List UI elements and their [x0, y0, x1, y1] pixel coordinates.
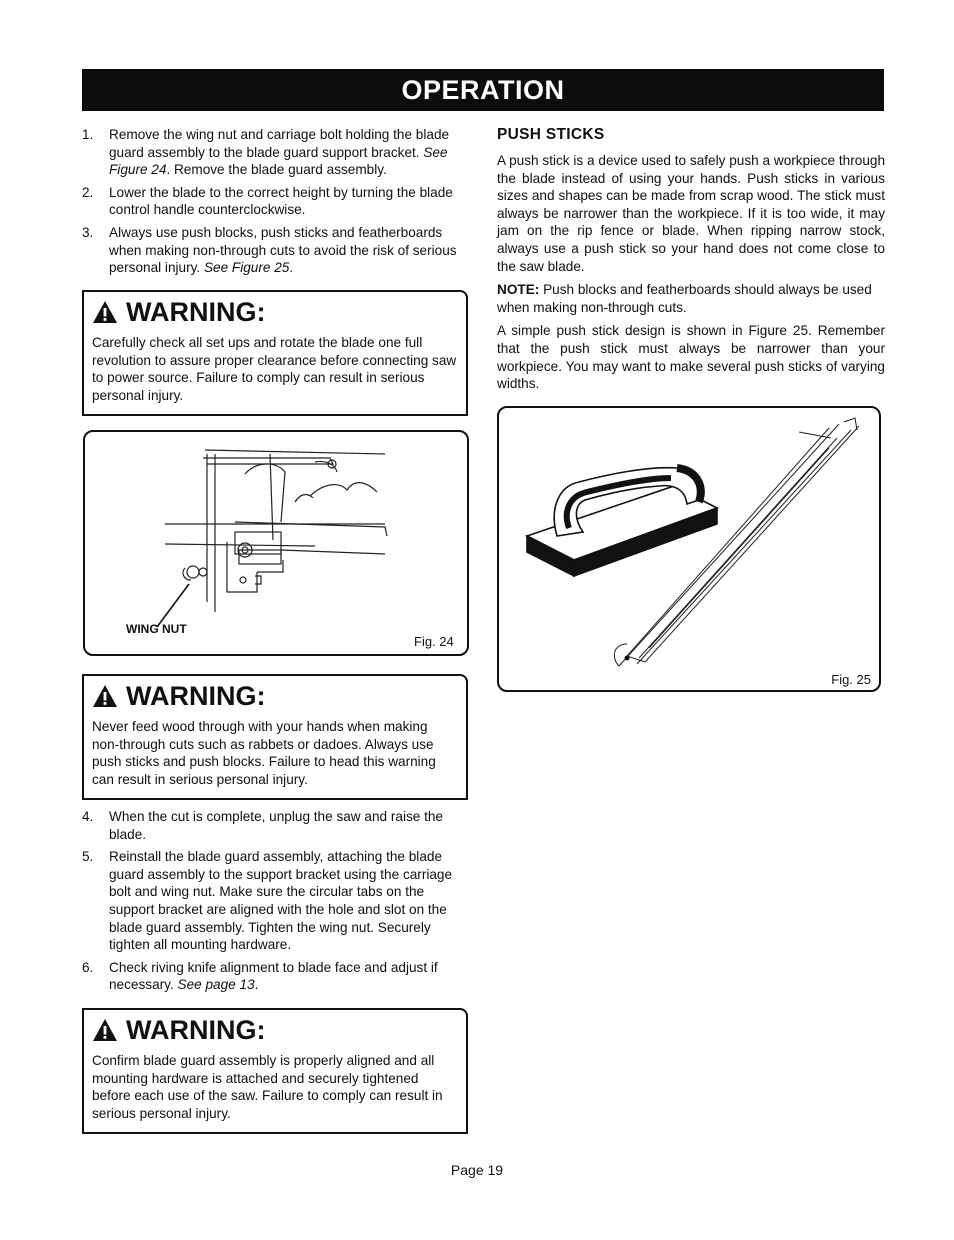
warning-text: Confirm blade guard assembly is properly aligned and all mounting hardware is attached and securely tightened before each use of the saw. Failure to comply can result in serious personal injury.	[92, 1053, 443, 1121]
figure-label: Fig. 25	[831, 672, 871, 687]
warning-box-1	[82, 290, 468, 416]
page-number: Page 19	[450, 1162, 504, 1178]
warning-box-3	[82, 1008, 468, 1134]
list-item: 3. Always use push blocks, push sticks and featherboards when making non-through cuts to avoid the risk of serious personal injury. See Figure 25.	[82, 224, 457, 276]
warning-triangle-icon	[92, 684, 118, 708]
paragraph: A simple push stick design is shown in Figure 25. Remember that the push stick must always be narrower than your workpiece. You may want to make several push sticks of varying widths.	[497, 323, 885, 392]
warning-triangle-icon	[92, 1018, 118, 1042]
list-item: 1. Remove the wing nut and carriage bolt holding the blade guard assembly to the blade guard support bracket. See Figure 24. Remove the blade guard assembly.	[82, 127, 450, 178]
steps-list-b	[82, 808, 472, 999]
figure-25	[497, 406, 881, 692]
warning-text: Carefully check all set ups and rotate the blade one full revolution to assure proper clearance before connecting saw to power source. Failure to comply can result in serious personal injury.	[92, 335, 457, 403]
section-heading: PUSH STICKS	[497, 126, 605, 143]
warning-heading: WARNING:	[92, 1014, 458, 1046]
section-banner: OPERATION	[82, 69, 884, 111]
warning-triangle-icon	[92, 300, 118, 324]
list-item: 5. Reinstall the blade guard assembly, attaching the blade guard assembly to the support bracket using the carriage bolt and wing nut. Make sure the circular tabs on the support bracket are aligned with the hole and slot on the blade guard assembly. Tighten the wing nut. Securely tighten all mounting hardware.	[82, 849, 453, 953]
warning-box-2	[82, 674, 468, 800]
push-block-and-stick-drawing	[499, 408, 879, 690]
paragraph: A push stick is a device used to safely push a workpiece through the blade instead of using your hands. Push sticks in various sizes and shapes can be made from scrap wood. The stick must always be narrower than the workpiece. If it is too wide, it may jam on the rip fence or blade. When ripping narrow stock, always use a push stick so your hand does not come close to the saw blade.	[497, 153, 885, 274]
warning-text: Never feed wood through with your hands when making non-through cuts such as rabbets or dadoes. Always use push sticks and push blocks. Failure to head this warning can result in serious personal injury.	[92, 719, 436, 787]
warning-heading: WARNING:	[92, 680, 458, 712]
right-column	[497, 126, 885, 687]
list-item: 6. Check riving knife alignment to blade face and adjust if necessary. See page 13.	[82, 959, 438, 993]
steps-list-a	[82, 126, 472, 277]
wing-nut-callout: WING NUT	[126, 622, 187, 636]
list-item: 4. When the cut is complete, unplug the saw and raise the blade.	[82, 809, 443, 842]
warning-heading: WARNING:	[92, 296, 458, 328]
left-column	[82, 126, 470, 1121]
figure-label: Fig. 24	[414, 634, 454, 649]
list-item: 2. Lower the blade to the correct height by turning the blade control handle counterclockwise.	[82, 184, 453, 218]
blade-guard-drawing	[85, 432, 467, 654]
note-paragraph: NOTE: Push blocks and featherboards should always be used when making non-through cuts.	[497, 282, 872, 315]
